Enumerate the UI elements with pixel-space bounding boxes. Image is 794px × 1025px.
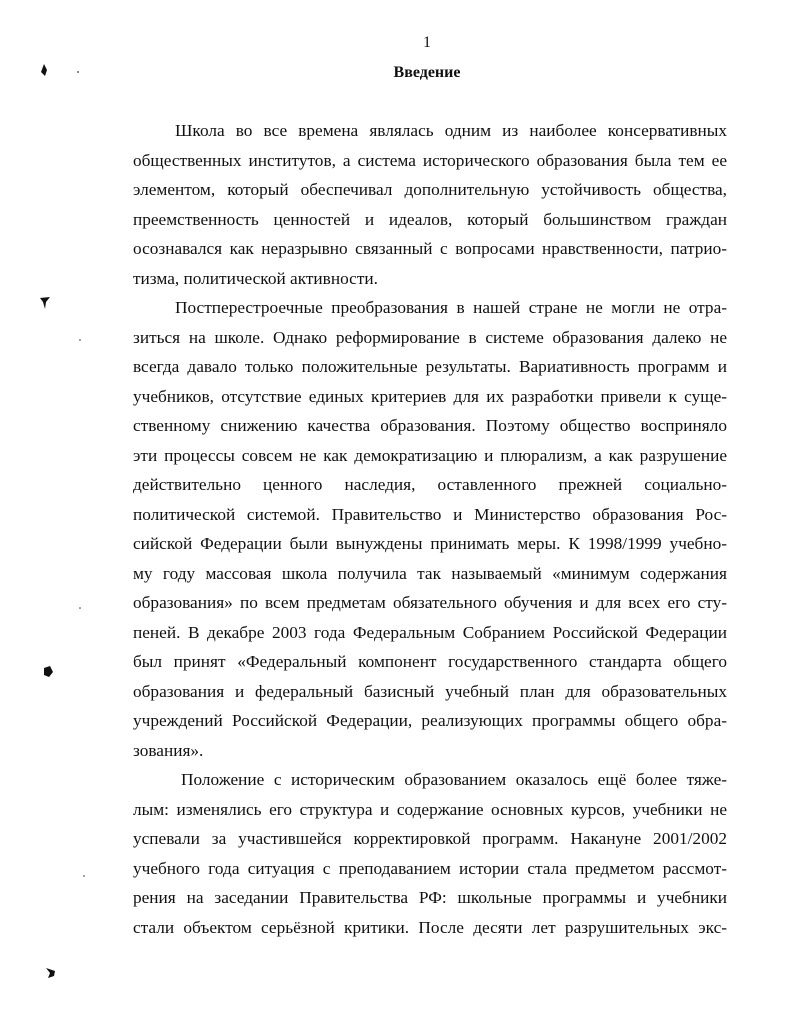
- text-line: образования» по всем предметам обязательного обучения и для всех его сту-: [133, 593, 727, 612]
- paragraph-3: [133, 765, 727, 942]
- text-line: учебников, отсутствие единых критериев для их разработки привели к суще-: [133, 386, 727, 406]
- page-number: 1: [423, 34, 431, 51]
- text-line: осознавался как неразрывно связанный с вопросами нравственности, патрио-: [133, 239, 727, 258]
- speck-mark: [40, 297, 50, 309]
- body-text: [133, 116, 727, 942]
- text-line: ственному снижению качества образования. Поэтому общество восприняло: [133, 416, 727, 435]
- text-line: политической системой. Правительство и Министерство образования Рос-: [133, 504, 727, 524]
- speck-mark: [79, 607, 81, 609]
- text-line: эти процессы совсем не как демократизацию и плюрализм, а как разрушение: [133, 445, 727, 465]
- text-line: тизма, политической активности.: [133, 268, 378, 288]
- text-line: пеней. В декабре 2003 года Федеральным Собранием Российской Федерации: [133, 622, 727, 642]
- text-line: всегда давало только положительные результаты. Вариативность программ и: [133, 357, 727, 376]
- text-line: зиться на школе. Однако реформирование в системе образования далеко не: [133, 327, 727, 347]
- speck-mark: [79, 339, 81, 341]
- text-line: рения на заседании Правительства РФ: школьные программы и учебники: [133, 888, 727, 907]
- text-line: му году массовая школа получила так называемый «минимум содержания: [133, 563, 727, 583]
- text-line: преемственность ценностей и идеалов, который большинством граждан: [133, 209, 727, 229]
- text-line: действительно ценного наследия, оставленного прежней социально-: [133, 475, 727, 494]
- text-line: учреждений Российской Федерации, реализующих программы общего обра-: [133, 711, 727, 730]
- paragraph-1: [133, 116, 727, 293]
- text-line: образования и федеральный базисный учебный план для образовательных: [133, 681, 727, 701]
- text-line: лым: изменялись его структура и содержание основных курсов, учебники не: [133, 799, 727, 819]
- text-line: Постперестроечные преобразования в нашей стране не могли не отра-: [175, 298, 727, 317]
- text-line: учебного года ситуация с преподаванием истории стала предметом рассмот-: [133, 858, 727, 878]
- speck-mark: [44, 666, 53, 677]
- text-line: успевали за участившейся корректировкой программ. Накануне 2001/2002: [133, 829, 727, 848]
- paragraph-2: [133, 293, 727, 765]
- speck-mark: [83, 875, 85, 877]
- speck-mark: [46, 968, 55, 978]
- text-line: был принят «Федеральный компонент государственного стандарта общего: [133, 652, 727, 671]
- text-line: Школа во все времена являлась одним из наиболее консервативных: [175, 121, 727, 140]
- text-line: Положение с историческим образованием оказалось ещё более тяже-: [181, 770, 727, 789]
- text-line: элементом, который обеспечивал дополнительную устойчивость общества,: [133, 180, 727, 199]
- text-line: общественных институтов, а система исторического образования была тем ее: [133, 150, 727, 170]
- text-line: зования».: [133, 740, 204, 760]
- page-title: Введение: [393, 64, 461, 81]
- text-line: стали объектом серьёзной критики. После десяти лет разрушительных экс-: [133, 917, 727, 937]
- text-line: сийской Федерации были вынуждены принимать меры. К 1998/1999 учебно-: [133, 534, 727, 553]
